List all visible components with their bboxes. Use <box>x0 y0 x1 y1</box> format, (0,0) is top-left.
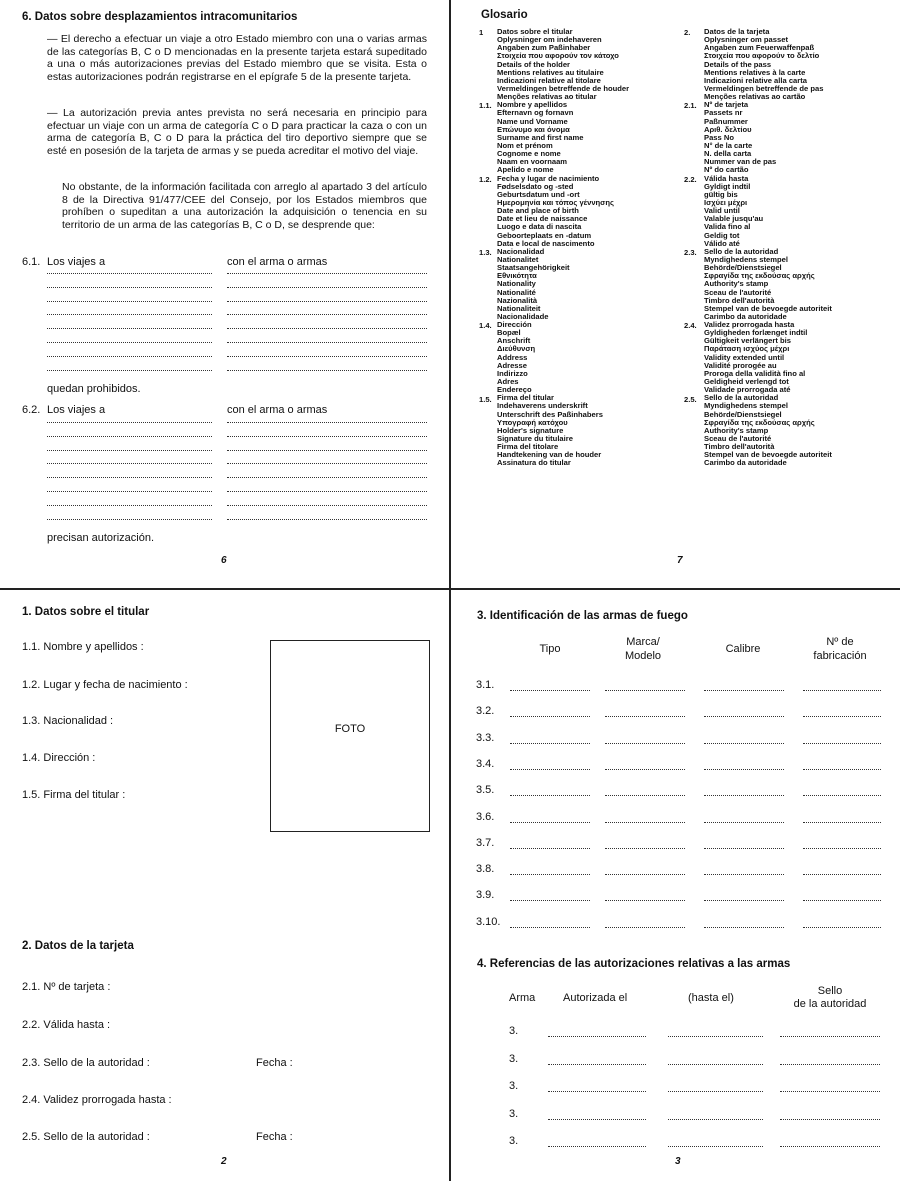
glossary-number: 1.3. <box>479 248 492 258</box>
dotted-line-weapon <box>227 450 427 451</box>
glossary-entry: Válido até <box>704 239 740 248</box>
glossary-entry: Unterschrift des Paßinhabers <box>497 410 603 419</box>
dotted-cell-tipo <box>510 743 590 744</box>
section-6-2-footer: precisan autorización. <box>47 532 155 544</box>
glossary-entry: Validité prorogée au <box>704 361 777 370</box>
glossary-number: 1.1. <box>479 101 492 111</box>
dotted-line-country <box>47 301 212 302</box>
glossary-entry: Nummer van de pas <box>704 158 777 167</box>
authorization-row-arma: 3. <box>509 1080 519 1092</box>
glossary-entry: Angaben zum Paßinhaber <box>497 44 591 53</box>
dotted-line-weapon <box>227 370 427 371</box>
glossary-entry: Vermeldingen betreffende de pas <box>704 84 824 93</box>
dotted-cell-fabricacion <box>803 690 881 691</box>
field-nacionalidad: 1.3. Nacionalidad : <box>22 715 114 727</box>
field-sello-autoridad-2: 2.5. Sello de la autoridad : <box>22 1131 150 1143</box>
glossary-entry: Surname and first name <box>497 133 584 142</box>
dotted-cell-marca <box>605 795 685 796</box>
section-3-heading: 3. Identificación de las armas de fuego <box>477 610 688 622</box>
field-direccion: 1.4. Dirección : <box>22 752 96 764</box>
weapon-row-number: 3.2. <box>476 705 495 718</box>
glossary-entry: Naam en voornaam <box>497 158 568 167</box>
section-6-paragraph-3: No obstante, de la información facilitada con arreglo al apartado 3 del artículo 8 de la Directiva 91/477/CEE del Consejo, por los Estados miembros que prohíben o supeditan a una autorización la adquisición o tenencia en su territorio de un arma de las categorías B, C o D, se desprende que: <box>62 181 427 231</box>
glossary-entry: Timbro dell'autorità <box>704 296 775 305</box>
dotted-line-weapon <box>227 356 427 357</box>
dotted-cell-sello <box>780 1036 880 1037</box>
glossary-entry: Υπογραφή κατόχου <box>497 418 568 427</box>
dotted-cell-autorizada <box>548 1146 646 1147</box>
glossary-number: 2.1. <box>684 101 697 111</box>
glossary-entry: Details of the pass <box>704 60 772 69</box>
dotted-line-country <box>47 519 212 520</box>
glossary-entry: Sceau de l'autorité <box>704 288 772 297</box>
section-6-1-label: Los viajes a <box>47 256 106 268</box>
dotted-cell-tipo <box>510 769 590 770</box>
glossary-entry: Details of the holder <box>497 60 570 69</box>
section-6-paragraph-2: — La autorización previa antes prevista no será necesaria en principio para efectuar un viaje con un arma de categoría C o D para practicar la caza o con un arma de categoría B, C o D para la práctica del tiro deportivo siempre que se esté en posesión de la tarjeta de armas y se pueda acreditar el motivo del viaje. <box>47 107 427 157</box>
glossary-entry: Apelido e nome <box>497 166 554 175</box>
glossary-entry: Εθνικότητα <box>497 272 537 281</box>
glossary-entry: Indicazioni relative al titolare <box>497 76 601 85</box>
glossary-entry: Firma del titular <box>497 394 554 403</box>
glossary-entry: Sello de la autoridad <box>704 394 779 403</box>
dotted-line-country <box>47 356 212 357</box>
glossary-entry: Cognome e nome <box>497 150 561 159</box>
column-fabricacion-line2: fabricación <box>813 650 867 662</box>
column-arma: Arma <box>509 992 536 1004</box>
dotted-cell-fabricacion <box>803 900 881 901</box>
dotted-cell-sello <box>780 1146 880 1147</box>
glossary-entry: Nacionalidade <box>497 312 549 321</box>
glossary-entry: Επώνυμο και όνομα <box>497 125 570 134</box>
glossary-entry: Fecha y lugar de nacimiento <box>497 174 600 183</box>
photo-box <box>270 640 430 832</box>
dotted-line-country <box>47 463 212 464</box>
glossary-number: 2.2. <box>684 174 697 184</box>
glossary-number: 1.4. <box>479 321 492 331</box>
section-6-heading: 6. Datos sobre desplazamientos intracomunitarios <box>22 11 298 23</box>
authorization-row-arma: 3. <box>509 1107 519 1120</box>
dotted-cell-sello <box>780 1119 880 1120</box>
dotted-cell-autorizada <box>548 1119 646 1120</box>
field-lugar-fecha-nacimiento: 1.2. Lugar y fecha de nacimiento : <box>22 679 188 691</box>
glossary-entry: Name und Vorname <box>497 117 568 126</box>
glossary-entry: Validity extended until <box>704 353 785 362</box>
glossary-entry: Endereço <box>497 386 532 395</box>
dotted-cell-fabricacion <box>803 769 881 770</box>
photo-label: FOTO <box>334 723 366 735</box>
dotted-cell-hasta <box>668 1036 763 1037</box>
glossary-entry: Firma del titolare <box>497 443 559 452</box>
weapon-row-number: 3.1. <box>476 679 495 691</box>
glossary-entry: Oplysninger om indehaveren <box>497 36 602 45</box>
dotted-line-weapon <box>227 436 427 437</box>
glossary-entry: Nacionalidad <box>497 247 545 256</box>
section-6-1-footer: quedan prohibidos. <box>47 383 141 395</box>
column-calibre: Calibre <box>725 643 761 655</box>
glossary-entry: Geboorteplaats en -datum <box>497 231 592 240</box>
glossary-entry: Datos de la tarjeta <box>704 28 770 36</box>
dotted-cell-tipo <box>510 716 590 717</box>
dotted-cell-marca <box>605 769 685 770</box>
glossary-entry: Ισχύει μέχρι <box>704 198 748 207</box>
dotted-line-weapon <box>227 328 427 329</box>
weapon-row-number: 3.3. <box>476 731 495 744</box>
glossary-heading: Glosario <box>481 9 528 21</box>
dotted-line-country <box>47 328 212 329</box>
page-number-6: 6 <box>221 555 227 566</box>
glossary-entry: Dirección <box>497 321 532 330</box>
glossary-number: 2.3. <box>684 248 697 258</box>
dotted-cell-fabricacion <box>803 874 881 875</box>
dotted-line-country <box>47 505 212 506</box>
dotted-line-weapon <box>227 463 427 464</box>
dotted-cell-tipo <box>510 900 590 901</box>
glossary-entry: Assinatura do titular <box>497 459 571 468</box>
glossary-entry: Pass No <box>704 133 734 142</box>
glossary-number: 2. <box>684 28 691 37</box>
glossary-entry: Nationality <box>497 280 536 289</box>
glossary-entry: Διεύθυνση <box>497 345 536 354</box>
dotted-line-country <box>47 370 212 371</box>
dotted-line-weapon <box>227 301 427 302</box>
glossary-entry: Proroga della validità fino al <box>704 369 806 378</box>
section-4-heading: 4. Referencias de las autorizaciones relativas a las armas <box>477 958 791 970</box>
authorization-row-arma: 3. <box>509 1135 519 1147</box>
glossary-entry: Nº de tarjeta <box>704 101 749 110</box>
dotted-cell-hasta <box>668 1119 763 1120</box>
page-number-2: 2 <box>221 1156 227 1167</box>
glossary-entry: Mentions relatives au titulaire <box>497 68 604 77</box>
dotted-cell-calibre <box>704 822 784 823</box>
glossary-entry: Carimbo da autoridade <box>704 459 787 468</box>
dotted-cell-marca <box>605 927 685 928</box>
dotted-line-weapon <box>227 273 427 274</box>
vertical-fold-line <box>449 0 451 1181</box>
weapon-row-number: 3.8. <box>476 863 495 876</box>
dotted-line-weapon <box>227 477 427 478</box>
glossary-entry: Holder's signature <box>497 426 564 435</box>
dotted-line-weapon <box>227 519 427 520</box>
glossary-number: 1.5. <box>479 394 492 404</box>
glossary-entry: Myndighedens stempel <box>704 255 788 264</box>
glossary-entry: Stempel van de bevoegde autoriteit <box>704 451 832 460</box>
glossary-entry: Myndighedens stempel <box>704 402 788 411</box>
glossary-entry: Nationalitet <box>497 255 539 264</box>
dotted-cell-marca <box>605 743 685 744</box>
dotted-cell-autorizada <box>548 1064 646 1065</box>
dotted-cell-fabricacion <box>803 848 881 849</box>
column-hasta-el: (hasta el) <box>688 992 734 1004</box>
dotted-line-country <box>47 273 212 274</box>
authorization-row-arma: 3. <box>509 1052 519 1065</box>
glossary-entry: Passets nr <box>704 109 743 118</box>
glossary-entry: Nationaliteit <box>497 304 541 313</box>
glossary-number: 2.4. <box>684 321 697 331</box>
field-numero-tarjeta: 2.1. Nº de tarjeta : <box>22 981 111 993</box>
field-validez-prorrogada: 2.4. Validez prorrogada hasta : <box>22 1094 172 1106</box>
dotted-line-country <box>47 287 212 288</box>
dotted-line-country <box>47 436 212 437</box>
field-firma-titular: 1.5. Firma del titular : <box>22 789 126 801</box>
dotted-cell-marca <box>605 716 685 717</box>
section-6-paragraph-1: — El derecho a efectuar un viaje a otro Estado miembro con una o varias armas de las categorías B, C o D mencionadas en la presente tarjeta estará supeditado a una o más autorizaciones previas del Estado miembro que se visita. Esta o estas autorizaciones podrán registrarse en el epígrafe 5 de la presente tarjeta. <box>47 33 427 83</box>
glossary-entry: Bopæl <box>497 329 521 338</box>
dotted-cell-marca <box>605 874 685 875</box>
dotted-cell-calibre <box>704 900 784 901</box>
dotted-line-weapon <box>227 342 427 343</box>
dotted-cell-tipo <box>510 690 590 691</box>
glossary-entry: Indirizzo <box>497 369 528 378</box>
field-sello-fecha: Fecha : <box>256 1057 293 1069</box>
glossary-entry: Staatsangehörigkeit <box>497 264 570 273</box>
section-2-heading: 2. Datos de la tarjeta <box>22 940 134 952</box>
glossary-entry: Nº do cartão <box>704 166 749 175</box>
glossary-entry: Oplysninger om passet <box>704 36 788 45</box>
glossary-entry: Carimbo da autoridade <box>704 312 787 321</box>
glossary-entry: Fødselsdato og -sted <box>497 182 574 191</box>
dotted-line-country <box>47 477 212 478</box>
glossary-entry: Address <box>497 353 528 362</box>
glossary-entry: Mentions relatives à la carte <box>704 68 806 77</box>
glossary-entry: Indicazioni relative alla carta <box>704 76 807 85</box>
dotted-cell-autorizada <box>548 1091 646 1092</box>
dotted-line-weapon <box>227 491 427 492</box>
glossary-entry: Valable jusqu'au <box>704 215 764 224</box>
glossary-entry: Αριθ. δελτίου <box>704 125 752 134</box>
glossary-entry: Στοιχεία που αφορούν το δελτίο <box>704 52 820 61</box>
glossary-entry: Behörde/Dienstsiegel <box>704 264 782 273</box>
glossary-entry: Angaben zum Feuerwaffenpaß <box>704 44 815 53</box>
glossary-entry: Παράταση ισχύος μέχρι <box>704 345 790 354</box>
glossary-right-column <box>704 28 832 468</box>
column-marca-line1: Marca/ <box>626 636 660 648</box>
glossary-entry: Nom et prénom <box>497 141 553 150</box>
dotted-cell-calibre <box>704 690 784 691</box>
dotted-cell-hasta <box>668 1064 763 1065</box>
glossary-number: 1.2. <box>479 174 492 184</box>
glossary-entry: Signature du titulaire <box>497 435 573 444</box>
dotted-cell-sello <box>780 1064 880 1065</box>
column-marca-line2: Modelo <box>624 650 662 662</box>
dotted-cell-marca <box>605 822 685 823</box>
glossary-entry: Σφραγίδα της εκδούσας αρχής <box>704 272 815 281</box>
section-1-heading: 1. Datos sobre el titular <box>22 606 150 618</box>
glossary-entry: N. della carta <box>704 150 752 159</box>
weapon-row-number: 3.7. <box>476 836 495 849</box>
glossary-entry: Sceau de l'autorité <box>704 435 772 444</box>
weapon-row-number: 3.9. <box>476 889 495 902</box>
glossary-entry: Valida fino al <box>704 223 751 232</box>
glossary-entry: Data e local de nascimento <box>497 239 595 248</box>
glossary-entry: Luogo e data di nascita <box>497 223 582 232</box>
glossary-entry: gültig bis <box>704 190 738 199</box>
dotted-cell-tipo <box>510 874 590 875</box>
glossary-entry: Nombre y apellidos <box>497 101 568 110</box>
section-6-2-weapons-label: con el arma o armas <box>227 404 328 416</box>
dotted-cell-calibre <box>704 743 784 744</box>
dotted-cell-calibre <box>704 795 784 796</box>
authorization-row-arma: 3. <box>509 1025 519 1037</box>
field-nombre-apellidos: 1.1. Nombre y apellidos : <box>22 641 144 653</box>
dotted-line-country <box>47 342 212 343</box>
dotted-cell-tipo <box>510 795 590 796</box>
dotted-line-weapon <box>227 422 427 423</box>
glossary-entry: Adresse <box>497 361 527 370</box>
dotted-cell-sello <box>780 1091 880 1092</box>
glossary-entry: Στοιχεία που αφορούν τον κάτοχο <box>497 52 619 61</box>
column-tipo: Tipo <box>539 643 561 655</box>
column-sello-line2: de la autoridad <box>793 998 867 1010</box>
glossary-entry: Gyldigt indtil <box>704 182 751 191</box>
weapon-row-number: 3.10. <box>476 915 501 928</box>
glossary-entry: Validade prorrogada até <box>704 386 791 395</box>
glossary-entry: Nazionalità <box>497 296 538 305</box>
dotted-line-weapon <box>227 505 427 506</box>
glossary-entry: Validez prorrogada hasta <box>704 321 795 330</box>
dotted-cell-tipo <box>510 848 590 849</box>
dotted-cell-marca <box>605 848 685 849</box>
field-valida-hasta: 2.2. Válida hasta : <box>22 1019 111 1031</box>
glossary-entry: Gyldigheden forlænget indtil <box>704 329 808 338</box>
dotted-line-weapon <box>227 287 427 288</box>
weapon-row-number: 3.4. <box>476 757 495 770</box>
dotted-line-weapon <box>227 314 427 315</box>
glossary-entry: Geldig tot <box>704 231 740 240</box>
dotted-cell-hasta <box>668 1091 763 1092</box>
weapon-row-number: 3.5. <box>476 784 495 797</box>
page-number-3: 3 <box>675 1156 681 1167</box>
section-6-1-number: 6.1. <box>22 256 41 268</box>
dotted-cell-fabricacion <box>803 743 881 744</box>
glossary-entry: Authority's stamp <box>704 426 769 435</box>
glossary-entry: Efternavn og fornavn <box>497 109 574 118</box>
dotted-cell-marca <box>605 690 685 691</box>
glossary-entry: N° de la carte <box>704 141 753 150</box>
dotted-cell-calibre <box>704 716 784 717</box>
field-sello-fecha-2: Fecha : <box>256 1131 293 1143</box>
glossary-entry: Date and place of birth <box>497 207 579 216</box>
horizontal-fold-line <box>0 588 900 590</box>
glossary-left-column <box>497 28 629 468</box>
column-fabricacion-line1: Nº de <box>826 636 854 648</box>
glossary-entry: Válida hasta <box>704 174 749 183</box>
glossary-entry: Anschrift <box>497 337 531 346</box>
dotted-cell-tipo <box>510 927 590 928</box>
glossary-entry: Stempel van de bevoegde autoriteit <box>704 304 832 313</box>
glossary-entry: Handtekening van de houder <box>497 451 602 460</box>
column-autorizada-el: Autorizada el <box>563 992 628 1004</box>
section-6-2-number: 6.2. <box>22 404 41 416</box>
dotted-cell-marca <box>605 900 685 901</box>
dotted-cell-fabricacion <box>803 795 881 796</box>
dotted-cell-fabricacion <box>803 716 881 717</box>
glossary-entry: Authority's stamp <box>704 280 769 289</box>
dotted-cell-tipo <box>510 822 590 823</box>
dotted-cell-autorizada <box>548 1036 646 1037</box>
glossary-entry: Vermeldingen betreffende de houder <box>497 84 630 93</box>
dotted-cell-calibre <box>704 769 784 770</box>
glossary-entry: Timbro dell'autorità <box>704 443 775 452</box>
section-6-2-label: Los viajes a <box>47 404 106 416</box>
glossary-entry: Menções relativas ao titular <box>497 93 597 102</box>
glossary-number: 1 <box>479 28 484 37</box>
glossary-entry: Menções relativas ao cartão <box>704 93 806 102</box>
glossary-entry: Indehaverens underskrift <box>497 402 588 411</box>
glossary-entry: Σφραγίδα της εκδούσας αρχής <box>704 418 815 427</box>
dotted-line-country <box>47 491 212 492</box>
glossary-entry: Adres <box>497 378 519 387</box>
column-sello-line1: Sello <box>817 985 843 997</box>
glossary-entry: Behörde/Dienstsiegel <box>704 410 782 419</box>
glossary-entry: Sello de la autoridad <box>704 247 779 256</box>
glossary-entry: Nationalité <box>497 288 536 297</box>
dotted-cell-hasta <box>668 1146 763 1147</box>
glossary-entry: Datos sobre el titular <box>497 28 573 36</box>
dotted-line-country <box>47 450 212 451</box>
dotted-cell-fabricacion <box>803 822 881 823</box>
dotted-cell-calibre <box>704 927 784 928</box>
glossary-entry: Geburtsdatum und -ort <box>497 190 580 199</box>
dotted-line-country <box>47 314 212 315</box>
glossary-number: 2.5. <box>684 394 697 404</box>
dotted-cell-calibre <box>704 848 784 849</box>
glossary-entry: Geldigheid verlengd tot <box>704 378 789 387</box>
glossary-entry: Valid until <box>704 207 740 216</box>
field-sello-autoridad: 2.3. Sello de la autoridad : <box>22 1057 150 1069</box>
glossary-entry: Ημερομηνία και τόπος γέννησης <box>497 198 614 207</box>
glossary-entry: Paßnummer <box>704 117 748 126</box>
dotted-line-country <box>47 422 212 423</box>
weapon-row-number: 3.6. <box>476 810 495 823</box>
dotted-cell-calibre <box>704 874 784 875</box>
glossary-entry: Date et lieu de naissance <box>497 215 588 224</box>
page-number-7: 7 <box>677 555 683 566</box>
section-6-1-weapons-label: con el arma o armas <box>227 256 328 268</box>
dotted-cell-fabricacion <box>803 927 881 928</box>
glossary-entry: Gültigkeit verlängert bis <box>704 337 791 346</box>
